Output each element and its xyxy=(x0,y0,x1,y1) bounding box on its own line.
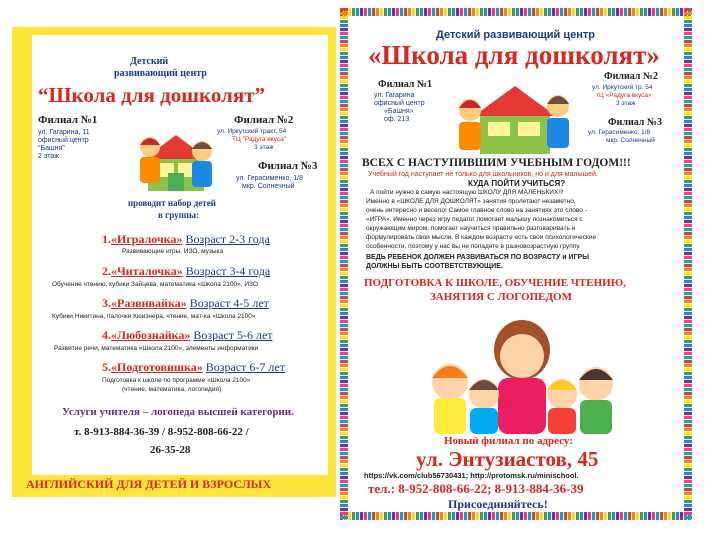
group-description: Обучение чтению, кубики Зайцева, математика «Школа 2100», ИЗО xyxy=(52,281,258,288)
left-branch2-name: Филиал №2 xyxy=(234,114,294,126)
right-branch1-line: офисный центр xyxy=(374,100,425,107)
left-branch1-line: "Башня" xyxy=(38,145,65,152)
group-title: 2.«Читалочка» Возраст 3-4 года xyxy=(102,264,271,278)
left-branch2-line: ТЦ "Радуга вкуса" xyxy=(232,136,287,143)
right-branch1-name: Филиал №1 xyxy=(378,79,432,90)
right-branch2-line: 3 этаж xyxy=(616,100,636,107)
group-title: 5.«Подготовишка» Возраст 6-7 лет xyxy=(102,360,285,374)
group-description: Развивающие игры, ИЗО, музыка xyxy=(122,248,224,255)
group-description: (чтение, математика, логопедия) xyxy=(122,386,222,393)
left-branch2-line: ул. Иркутский тракт, 54 xyxy=(217,128,287,135)
children-illustration xyxy=(128,111,224,197)
left-header-line1: Детский xyxy=(130,56,169,67)
left-branch3-line: ул. Герасименко, 1/8 xyxy=(236,175,303,182)
right-branch2-name: Филиал №2 xyxy=(604,71,658,82)
left-branch3-line: мкр. Солнечный xyxy=(242,183,295,190)
new-school-year-headline: ВСЕХ С НАСТУПИВШИМ УЧЕБНЫМ ГОДОМ!!! xyxy=(362,157,631,169)
right-branch2-line: тЦ «Радуга вкуса» xyxy=(596,92,652,99)
group-description: Подготовка к школе по программе «Школа 2100» xyxy=(102,377,251,384)
body-text-line: окружающим миром, помогает научиться правильно разговаривать и xyxy=(366,225,576,232)
group-description: Кубики Никитина, палочки Кюизнера, чтение, мат-ка «Школа 2100» xyxy=(52,313,256,320)
left-header-line2: развивающий центр xyxy=(114,68,207,79)
teacher-with-children-illustration xyxy=(414,310,624,434)
left-flyer xyxy=(12,27,336,497)
age-appropriate-line: ВЕДЬ РЕБЕНОК ДОЛЖЕН РАЗВИВАТЬСЯ ПО ВОЗРАСТУ и ИГРЫ xyxy=(366,254,590,261)
contact-phones: тел.: 8-952-808-66-22; 8-913-884-36-39 xyxy=(368,481,584,496)
left-flyer-content xyxy=(32,35,328,475)
right-branch1-line: «Башня» xyxy=(384,108,414,115)
pencil-border-bottom xyxy=(340,512,692,520)
left-branch1-line: 2 этаж xyxy=(38,153,59,160)
new-branch-label: Новый филиал по адресу: xyxy=(444,435,573,447)
group-description: Развитие речи, математика «Школа 2100», элементы информатики xyxy=(54,345,259,352)
services-red-line: ПОДГОТОВКА К ШКОЛЕ, ОБУЧЕНИЕ ЧТЕНИЮ, xyxy=(364,277,626,289)
left-branch2-line: 3 этаж xyxy=(254,144,274,151)
children-school-illustration xyxy=(446,74,582,160)
body-text-line: формулировать свои мысли. В каждом возрасте есть свои психологические xyxy=(366,234,597,241)
english-classes-banner: АНГЛИЙСКИЙ ДЛЯ ДЕТЕЙ И ВЗРОСЛЫХ xyxy=(26,477,272,491)
right-flyer xyxy=(340,8,692,520)
intro-line: Учебный год наступает не только для школьников, но и для малышей. xyxy=(368,171,598,178)
left-branch1-name: Филиал №1 xyxy=(38,114,98,126)
pencil-border-left xyxy=(340,8,348,520)
website-links: https://vk.com/club56730431; http://protomsk.ru/minischool. xyxy=(364,471,579,480)
body-text-line: особенности, поэтому у нас вы не попадете в разновозрастную группу. xyxy=(366,243,581,250)
right-branch3-line: ул. Герасименко, 1/8 xyxy=(588,129,651,136)
age-appropriate-line: ДОЛЖНЫ БЫТЬ СООТВЕТСТВУЮЩИЕ. xyxy=(366,263,503,270)
right-branch2-line: ул. Иркутский тр. 54 xyxy=(592,84,653,91)
left-title: “Школа для дошколят” xyxy=(38,83,266,107)
right-branch3-name: Филиал №3 xyxy=(608,117,662,128)
body-text-line: Именно в «ШКОЛЕ ДЛЯ ДОШКОЛЯТ» занятия пролетают незаметно, xyxy=(366,198,576,205)
phone-number: 26-35-28 xyxy=(150,444,191,456)
left-branch3-name: Филиал №3 xyxy=(258,160,318,172)
services-red-line: ЗАНЯТИЯ С ЛОГОПЕДОМ xyxy=(430,291,572,303)
left-branch1-line: офисный центр xyxy=(38,137,89,144)
speech-therapist-services: Услуги учителя – логопеда высшей категории. xyxy=(62,406,294,418)
pencil-border-top xyxy=(340,8,692,16)
phone-numbers: т. 8-913-884-36-39 / 8-952-808-66-22 / xyxy=(74,426,249,438)
group-title: 3.«Развивайка» Возраст 4-5 лет xyxy=(102,296,269,310)
new-branch-address: ул. Энтузиастов, 45 xyxy=(416,447,599,471)
right-branch1-line: ул. Гагарина xyxy=(374,92,415,99)
group-title: 1.«Игралочка» Возраст 2-3 года xyxy=(102,232,270,246)
right-title: «Школа для дошколят» xyxy=(368,40,660,70)
left-intro-line: в группы: xyxy=(158,210,199,220)
right-branch3-line: мкр. Солнечный xyxy=(606,137,655,144)
body-text-line: очень интересно и весело! Самое главное слово на занятиях это слово - xyxy=(366,207,587,214)
right-header: Детский развивающий центр xyxy=(436,29,595,41)
join-us: Присоединяйтесь! xyxy=(448,497,548,511)
pencil-border-right xyxy=(684,8,692,520)
body-text-line: «ИГРА». Именно через игру педагог помогает малышу познакомиться с xyxy=(366,216,583,223)
left-intro-line: проводит набор детей xyxy=(128,198,216,208)
right-branch1-line: оф. 213 xyxy=(384,116,410,123)
body-text-line: А пойти нужно в самую настоящую ШКОЛУ ДЛЯ МАЛЕНЬКИХ!!! xyxy=(370,189,564,196)
where-to-study: КУДА ПОЙТИ УЧИТЬСЯ? xyxy=(468,179,566,188)
group-title: 4.«Любознайка» Возраст 5-6 лет xyxy=(102,328,273,342)
left-branch1-line: ул. Гагарина, 11 xyxy=(38,129,90,136)
